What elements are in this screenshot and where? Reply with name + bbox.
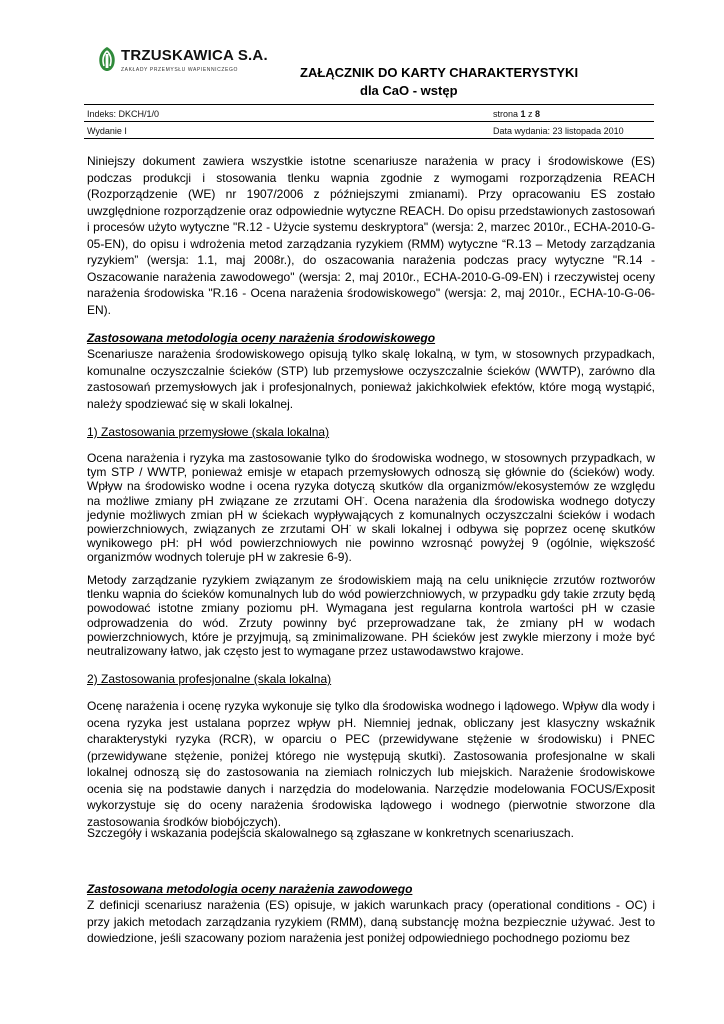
document-index: Indeks: DKCH/1/0 xyxy=(87,109,160,119)
professional-uses-heading: 2) Zastosowania profesjonalne (skala lokalna) xyxy=(87,672,332,686)
hydroxide-charge-2: - xyxy=(348,523,352,531)
industrial-uses-heading: 1) Zastosowania przemysłowe (skala lokalna) xyxy=(87,425,330,439)
occupational-methodology-heading: Zastosowana metodologia oceny narażenia zawodowego xyxy=(87,882,413,896)
company-logo xyxy=(96,44,266,80)
occupational-methodology-paragraph: Z definicji scenariusz narażenia (ES) opisuje, w jakich warunkach pracy (operational conditions - OC) i przy jakich metodach zarządzania ryzykiem (RMM), daną substancję można bezpiecznie używać. Jest to dowiedzione, jeśli szacowany poziom narażenia jest poniżej odpowiedniego pochodnego poziomu bez xyxy=(87,898,655,945)
industrial-text-part-b: . Ocena narażenia dla środowiska wodnego dotyczy jedynie możliwych zmian pH w ściekach wypływających z komunalnych oczyszczalni ścieków i wodach powierzchniowych, związanych ze zrzutami OH xyxy=(87,493,656,537)
professional-uses-paragraph: Ocenę narażenia i ocenę ryzyka wykonuje się tylko dla środowiska wodnego i lądowego. Wpływ dla wody i ocena ryzyka jest ustalana poprzez wpływ pH. Niemniej jednak, obliczany jest klasyczny wskaźnik charakterystyki ryzyka (RCR), w oparciu o PEC (przewidywane stężenie w środowisku) i PNEC (przewidywane stężenie, poniżej którego nie występują skutki). Zastosowania profesjonalne w skali lokalnej odnoszą się do zastosowania na ziemiach rolniczych lub miejskich. Narażenie środowiskowe ocenia się na podstawie danych i narzędzia do modelowania. Narzędzie modelowania FOCUS/Exposit wykorzystuje się do oceny narażenia środowiska lądowego i wodnego (pierwotnie stworzone dla zastosowania środków biobójczych). xyxy=(87,699,655,829)
env-methodology-heading: Zastosowana metodologia oceny narażenia środowiskowego xyxy=(87,331,436,345)
page-counter xyxy=(493,109,540,119)
issue-date: Data wydania: 23 listopada 2010 xyxy=(493,126,624,136)
header-divider-middle xyxy=(84,121,654,122)
document-title: ZAŁĄCZNIK DO KARTY CHARAKTERYSTYKI xyxy=(300,65,579,80)
meta-row-index xyxy=(87,109,640,119)
document-subtitle: dla CaO - wstęp xyxy=(360,83,458,98)
professional-details-paragraph: Szczegóły i wskazania podejścia skalowalnego są zgłaszane w konkretnych scenariuszach. xyxy=(87,826,574,840)
logo-subtitle: ZAKŁADY PRZEMYSŁU WAPIENNICZEGO xyxy=(121,67,238,73)
logo-name: TRZUSKAWICA S.A. xyxy=(121,47,268,64)
intro-paragraph: Niniejszy dokument zawiera wszystkie istotne scenariusze narażenia w pracy i środowiskowe (ES) podczas produkcji i stosowania tlenku wapnia zgodnie z wymogami rozporządzenia REACH (Rozporządzenie (WE) nr 1907/2006 z późniejszymi zmianami). Przy opracowaniu ES zostało uwzględnione rozporządzenie oraz odpowiednie wytyczne REACH. Do opisu przedstawionych zastosowań i procesów użyto wytyczne "R.12 - Użycie systemu deskryptora" (wersja: 2, marzec 2010r., ECHA-2010-G-05-EN), do opisu i wdrożenia metod zarządzania ryzykiem (RMM) wytyczne “R.13 – Metody zarządzania ryzykiem” (wersja: 1.1, maj 2008r.), do oszacowania narażenia podczas pracy wytyczne "R.14 - Oszacowanie narażenia zawodowego" (wersja: 2, maj 2010r., ECHA-2010-G-09-EN) i rzeczywistej oceny narażenia środowiska "R.16 - Ocena narażenia środowiskowego" (wersja: 2, maj 2010r., ECHA-10-G-06-EN). xyxy=(87,154,655,317)
page-prefix: strona xyxy=(493,109,521,119)
industrial-uses-paragraph xyxy=(87,451,655,565)
page-separator: z xyxy=(525,109,536,119)
industrial-text-part-c: w skali lokalnej i odbywa się poprzez ocenę skutków wynikowego pH: pH wód powierzchniowych nie powinno wzrosnąć powyżej 9 (ogólnie, większość organizmów wodnych toleruje pH w zakresie 6-9). xyxy=(87,522,655,565)
page-number: 1 xyxy=(520,109,526,119)
meta-row-edition xyxy=(87,126,640,136)
header-divider-top xyxy=(84,104,654,105)
industrial-text-part-a: Ocena narażenia i ryzyka ma zastosowanie tylko do środowiska wodnego, w stosownych przypadkach, w tym STP / WWTP, ponieważ emisje w etapach przemysłowych odnoszą się głównie do (ścieków) wody. Wpływ na środowisko wodne i ocena ryzyka dotyczą skutków dla organizmów/ekosystemów ze względu na możliwe zmiany pH związane ze zrzutami OH xyxy=(87,451,655,508)
page-total: 8 xyxy=(535,109,541,119)
header-divider-bottom xyxy=(84,138,654,139)
hydroxide-charge-1: - xyxy=(362,494,365,502)
env-methodology-paragraph: Scenariusze narażenia środowiskowego opisują tylko skalę lokalną, w tym, w stosownych przypadkach, komunalne oczyszczalnie ścieków (STP) lub przemysłowe oczyszczalnie ścieków (WWTP), zarówno dla zastosowań przemysłowych jak i profesjonalnych, ponieważ jakichkolwiek efektów, które mogą wystąpić, należy spodziewać się w skali lokalnej. xyxy=(87,347,655,411)
edition: Wydanie I xyxy=(87,126,127,136)
industrial-rmm-paragraph: Metody zarządzanie ryzykiem związanym ze środowiskiem mają na celu uniknięcie zrzutów roztworów tlenku wapnia do ścieków komunalnych lub do wód powierzchniowych, w przypadku gdy takie zrzuty będą powodować istotne zmiany poziomu pH. Wymagana jest regularna kontrola wartości pH w czasie odprowadzenia do wód. Zrzuty powinny być przeprowadzane tak, że zmiany pH w wodach powierzchniowych, które je przyjmują, są zminimalizowane. PH ścieków jest zwykle mierzony i może być neutralizowany łatwo, jak często jest to wymagane przez ustawodawstwo krajowe. xyxy=(87,573,655,659)
logo-emblem-icon xyxy=(96,46,118,72)
